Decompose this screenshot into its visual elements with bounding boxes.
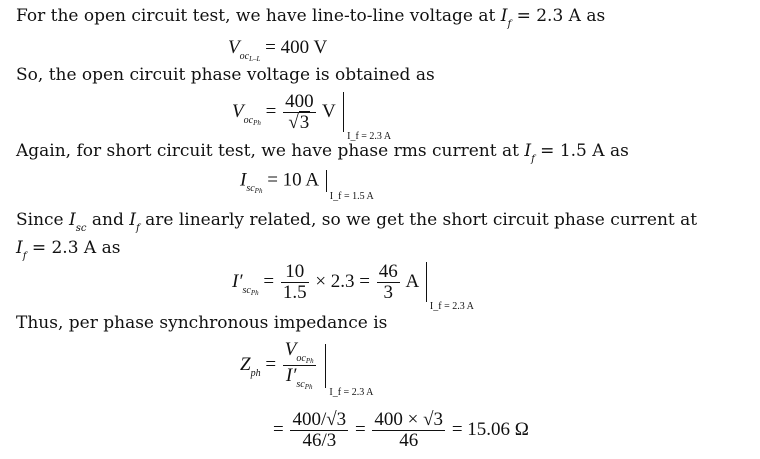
paragraph-linear-relation xyxy=(16,212,697,234)
denominator: 46 xyxy=(399,429,419,451)
equals: = xyxy=(265,354,277,376)
symbol-i-prime: I′ xyxy=(232,270,243,292)
evaluation-bar xyxy=(326,170,374,202)
condition: I_f = 2.3 A xyxy=(347,131,392,143)
unit: A xyxy=(405,270,419,292)
var-i: I xyxy=(524,141,532,161)
sub-oc: ocPh xyxy=(243,114,261,127)
equation-isc-phase xyxy=(240,169,374,202)
sub-f: f xyxy=(135,223,140,234)
fraction-1 xyxy=(290,410,348,451)
var-i: I xyxy=(129,210,136,230)
evaluation-bar xyxy=(343,92,392,143)
text: Again, for short circuit test, we have phase rms current at xyxy=(16,141,519,161)
symbol-v: V xyxy=(232,100,244,122)
unit: V xyxy=(321,100,336,122)
condition: I_f = 2.3 A xyxy=(329,386,374,398)
numerator: $V_{oc_{Ph}}$ xyxy=(284,339,314,365)
numerator: 400/√3 xyxy=(292,409,347,430)
rhs-value: = 400 V xyxy=(265,37,328,58)
paragraph-at-current xyxy=(16,240,120,262)
equation-voc-line xyxy=(228,38,327,63)
denominator: √3 xyxy=(288,111,310,133)
text: For the open circuit test, we have line-to-line voltage at xyxy=(16,6,496,26)
var-i: I xyxy=(16,238,23,258)
text: Since xyxy=(16,210,64,230)
equation-zph xyxy=(240,339,374,398)
denominator: $I'_{sc_{Ph}}$ xyxy=(285,365,313,392)
evaluation-bar xyxy=(426,262,474,313)
sub-sc: scPh xyxy=(242,284,259,297)
sub-ph: ph xyxy=(250,368,261,380)
text: So, the open circuit phase voltage is obtained as xyxy=(16,65,435,85)
text: are linearly related, so we get the short circuit phase current at xyxy=(145,210,698,230)
fraction xyxy=(283,340,316,392)
equals: = xyxy=(354,418,366,440)
equals: = xyxy=(265,100,277,122)
symbol-v: V xyxy=(228,37,240,58)
symbol-i: I xyxy=(240,169,247,191)
denominator: 1.5 xyxy=(282,281,307,303)
var-i: I xyxy=(69,210,76,230)
text: and xyxy=(91,210,124,230)
multiply-text: × 2.3 = xyxy=(315,270,371,292)
text-value: = 2.3 A as xyxy=(516,6,606,26)
result-value: = 15.06 Ω xyxy=(451,418,529,440)
text: Thus, per phase synchronous impedance is xyxy=(16,313,388,333)
equation-result xyxy=(273,410,529,451)
var-i: I xyxy=(500,6,508,26)
rhs-value: = 10 A xyxy=(267,169,319,191)
paragraph-open-circuit xyxy=(16,8,605,30)
numerator: 400 xyxy=(285,91,314,112)
paragraph-impedance xyxy=(16,315,387,332)
sub-oc: ocL–L xyxy=(239,51,261,63)
numerator: 400 × √3 xyxy=(374,409,444,430)
sub-f: f xyxy=(507,19,512,30)
sub-sc: scPh xyxy=(246,183,263,196)
denominator: 46/3 xyxy=(302,429,337,451)
paragraph-short-circuit xyxy=(16,143,629,165)
equals: = xyxy=(263,270,275,292)
denominator: 3 xyxy=(383,281,394,303)
numerator: 10 xyxy=(281,262,309,283)
numerator: 46 xyxy=(378,261,398,282)
symbol-z: Z xyxy=(240,354,251,376)
condition: I_f = 2.3 A xyxy=(429,301,474,313)
sub-f: f xyxy=(22,251,27,262)
fraction xyxy=(283,92,316,133)
sub-sc: sc xyxy=(75,223,87,234)
equation-isc-prime xyxy=(232,261,474,313)
sub-f: f xyxy=(531,154,535,165)
fraction-1 xyxy=(281,262,309,303)
text-value: = 1.5 A as xyxy=(540,141,629,161)
text-value: = 2.3 A as xyxy=(31,238,121,258)
fraction-2 xyxy=(372,410,445,451)
equation-voc-phase xyxy=(232,91,392,143)
fraction-2 xyxy=(377,262,400,303)
equals: = xyxy=(273,418,284,440)
paragraph-phase-voltage xyxy=(16,67,435,84)
evaluation-bar xyxy=(325,344,374,398)
condition: I_f = 1.5 A xyxy=(329,191,374,202)
